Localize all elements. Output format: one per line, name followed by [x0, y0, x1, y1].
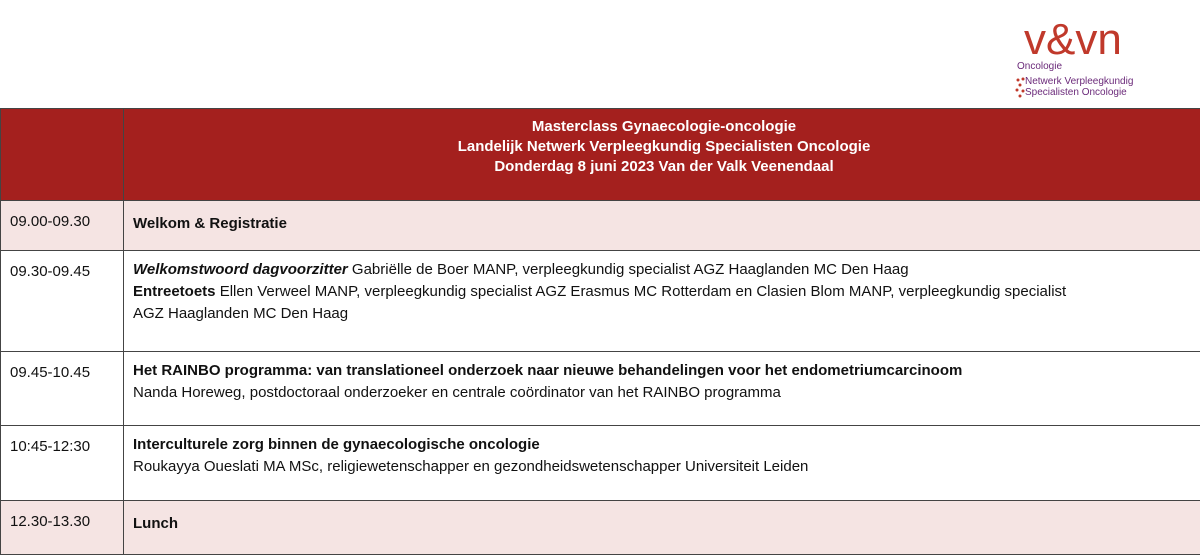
- agenda-row: [1, 251, 1200, 352]
- agenda-time: 10:45-12:30: [1, 426, 124, 501]
- agenda-time: 09.45-10.45: [1, 352, 124, 426]
- agenda-row: [1, 352, 1200, 426]
- agenda-header-row: [1, 109, 1200, 201]
- agenda-time: 09.30-09.45: [1, 251, 124, 352]
- agenda-item: [124, 352, 1200, 426]
- agenda-time: 12.30-13.30: [1, 501, 124, 555]
- agenda-speaker: Nanda Horeweg, postdoctoraal onderzoeker en centrale coördinator van het RAINBO programma: [133, 384, 781, 401]
- agenda-item: [124, 501, 1200, 555]
- agenda-title: Welkomstwoord dagvoorzitter: [133, 261, 348, 278]
- agenda-title: Welkom & Registratie: [133, 215, 287, 232]
- logo-network-line2: Specialisten Oncologie: [1025, 87, 1127, 98]
- agenda-time: 09.00-09.30: [1, 201, 124, 251]
- vvn-logo: [972, 6, 1172, 106]
- header-network: Landelijk Netwerk Verpleegkundig Specialisten Oncologie: [457, 138, 871, 155]
- vvn-brand-logo: [972, 6, 1172, 76]
- header-blank-cell: [1, 109, 124, 201]
- agenda-speaker: Gabriëlle de Boer MANP, verpleegkundig specialist AGZ Haaglanden MC Den Haag: [347, 261, 909, 278]
- agenda-row: [1, 426, 1200, 501]
- agenda-item: [124, 251, 1200, 352]
- agenda-title: Interculturele zorg binnen de gynaecologische oncologie: [133, 436, 540, 453]
- agenda-row: [1, 201, 1200, 251]
- agenda-row: [1, 501, 1200, 555]
- agenda-title: Het RAINBO programma: van translationeel onderzoek naar nieuwe behandelingen voor het endometriumcarcinoom: [133, 362, 963, 379]
- agenda-title: Entreetoets: [133, 283, 216, 300]
- logo-network-line1: Netwerk Verpleegkundig: [1025, 76, 1134, 87]
- header-date-venue: Donderdag 8 juni 2023 Van der Valk Veenendaal: [494, 158, 834, 175]
- logo-network-text: [1025, 76, 1133, 98]
- agenda-item: [124, 426, 1200, 501]
- agenda-title: Lunch: [133, 515, 178, 532]
- logo-subtitle: Oncologie: [1017, 61, 1063, 72]
- agenda-speaker-cont: AGZ Haaglanden MC Den Haag: [133, 305, 349, 322]
- agenda-table: [0, 108, 1200, 555]
- header-title-cell: [124, 109, 1200, 201]
- agenda-speaker: Ellen Verweel MANP, verpleegkundig specialist AGZ Erasmus MC Rotterdam en Clasien Blom MANP, verpleegkundig specialist: [215, 283, 1067, 300]
- logo-brand-text: v&vn: [1024, 15, 1122, 64]
- agenda-speaker: Roukayya Oueslati MA MSc, religiewetenschapper en gezondheidswetenschapper Universiteit Leiden: [133, 458, 809, 475]
- header-title: Masterclass Gynaecologie-oncologie: [531, 118, 797, 135]
- agenda-item: [124, 201, 1200, 251]
